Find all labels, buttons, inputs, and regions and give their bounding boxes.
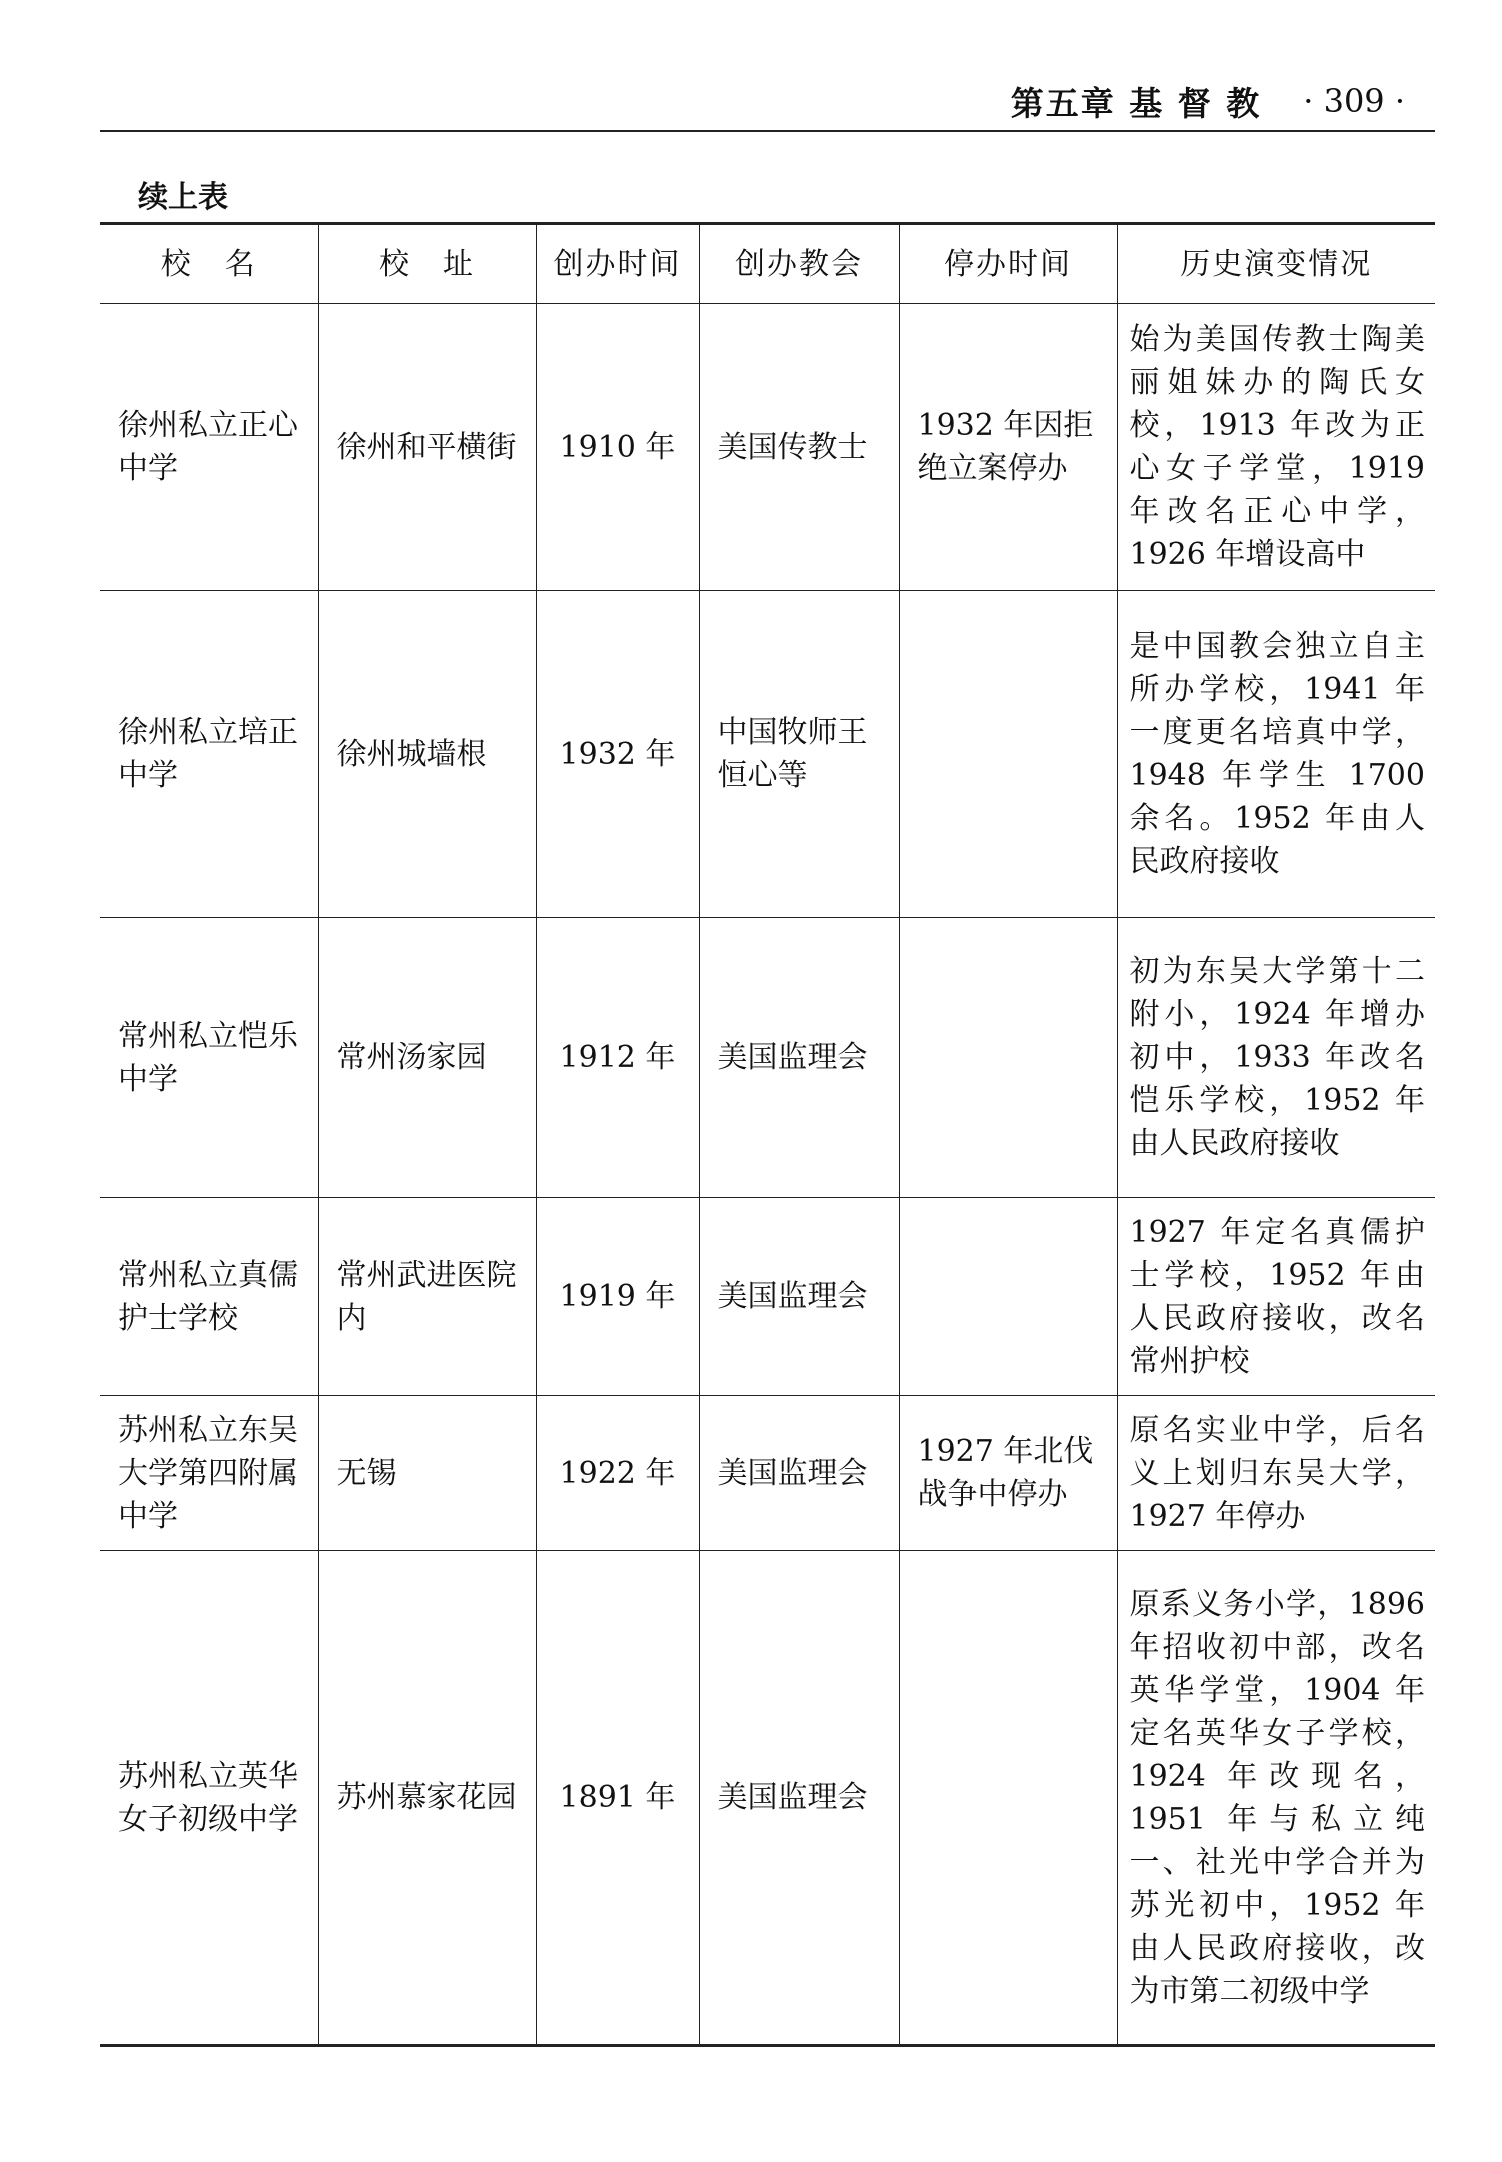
- column-header-church: 创办教会: [699, 224, 899, 304]
- cell-closed: [899, 1551, 1117, 2046]
- cell-address: 常州汤家园: [318, 918, 536, 1198]
- cell-address: 无锡: [318, 1396, 536, 1551]
- cell-church: 美国监理会: [699, 1198, 899, 1396]
- cell-church: 中国牧师王恒心等: [699, 591, 899, 918]
- cell-school-name: 徐州私立正心中学: [100, 304, 318, 591]
- chapter-title: 第五章 基 督 教: [1010, 83, 1262, 123]
- table-row: [100, 591, 1435, 918]
- table-row: [100, 918, 1435, 1198]
- cell-school-name: 苏州私立英华女子初级中学: [100, 1551, 318, 2046]
- column-header-history: 历史演变情况: [1117, 224, 1435, 304]
- cell-school-name: 徐州私立培正中学: [100, 591, 318, 918]
- cell-closed: [899, 591, 1117, 918]
- cell-address: 徐州城墙根: [318, 591, 536, 918]
- column-header-name: 校 名: [100, 224, 318, 304]
- column-header-founded: 创办时间: [536, 224, 699, 304]
- cell-school-name: 常州私立真儒护士学校: [100, 1198, 318, 1396]
- cell-closed: 1927 年北伐战争中停办: [899, 1396, 1117, 1551]
- cell-church: 美国传教士: [699, 304, 899, 591]
- table-row: [100, 304, 1435, 591]
- table-row: [100, 1198, 1435, 1396]
- page-number: · 309 ·: [1303, 82, 1405, 120]
- cell-address: 徐州和平横街: [318, 304, 536, 591]
- cell-history: 初为东吴大学第十二附小，1924 年增办初中，1933 年改名恺乐学校，1952 年由人民政府接收: [1117, 918, 1435, 1198]
- schools-table: [100, 222, 1435, 2047]
- cell-address: 苏州慕家花园: [318, 1551, 536, 2046]
- cell-history: 1927 年定名真儒护士学校，1952 年由人民政府接收，改名常州护校: [1117, 1198, 1435, 1396]
- cell-closed: [899, 1198, 1117, 1396]
- cell-school-name: 苏州私立东吴大学第四附属中学: [100, 1396, 318, 1551]
- cell-history: 始为美国传教士陶美丽姐妹办的陶氏女校，1913 年改为正心女子学堂，1919 年改名正心中学，1926 年增设高中: [1117, 304, 1435, 591]
- cell-history: 是中国教会独立自主所办学校，1941 年一度更名培真中学，1948 年学生 1700 余名。1952 年由人民政府接收: [1117, 591, 1435, 918]
- cell-history: 原系义务小学，1896 年招收初中部，改名英华学堂，1904 年定名英华女子学校，1924 年改现名，1951 年与私立纯一、社光中学合并为苏光初中，1952 年由人民政府接收，改为市第二初级中学: [1129, 1586, 1425, 2009]
- cell-closed: 1932 年因拒绝立案停办: [899, 304, 1117, 591]
- cell-history: 原名实业中学，后名义上划归东吴大学，1927 年停办: [1117, 1396, 1435, 1551]
- cell-founded: 1910 年: [536, 304, 699, 591]
- cell-address: 常州武进医院内: [318, 1198, 536, 1396]
- column-header-address: 校 址: [318, 224, 536, 304]
- cell-church: 美国监理会: [699, 1396, 899, 1551]
- cell-founded: 1891 年: [536, 1551, 699, 2046]
- table-row: [100, 1551, 1435, 2046]
- cell-founded: 1922 年: [536, 1396, 699, 1551]
- table-row: [100, 1396, 1435, 1551]
- cell-school-name: 常州私立恺乐中学: [100, 918, 318, 1198]
- cell-founded: 1919 年: [536, 1198, 699, 1396]
- cell-closed: [899, 918, 1117, 1198]
- cell-church: 美国监理会: [699, 918, 899, 1198]
- page-header: [100, 72, 1435, 132]
- cell-founded: 1932 年: [536, 591, 699, 918]
- cell-church: 美国监理会: [699, 1551, 899, 2046]
- continued-label: 续上表: [138, 180, 228, 215]
- column-header-closed: 停办时间: [899, 224, 1117, 304]
- table-header-row: [100, 224, 1435, 304]
- cell-founded: 1912 年: [536, 918, 699, 1198]
